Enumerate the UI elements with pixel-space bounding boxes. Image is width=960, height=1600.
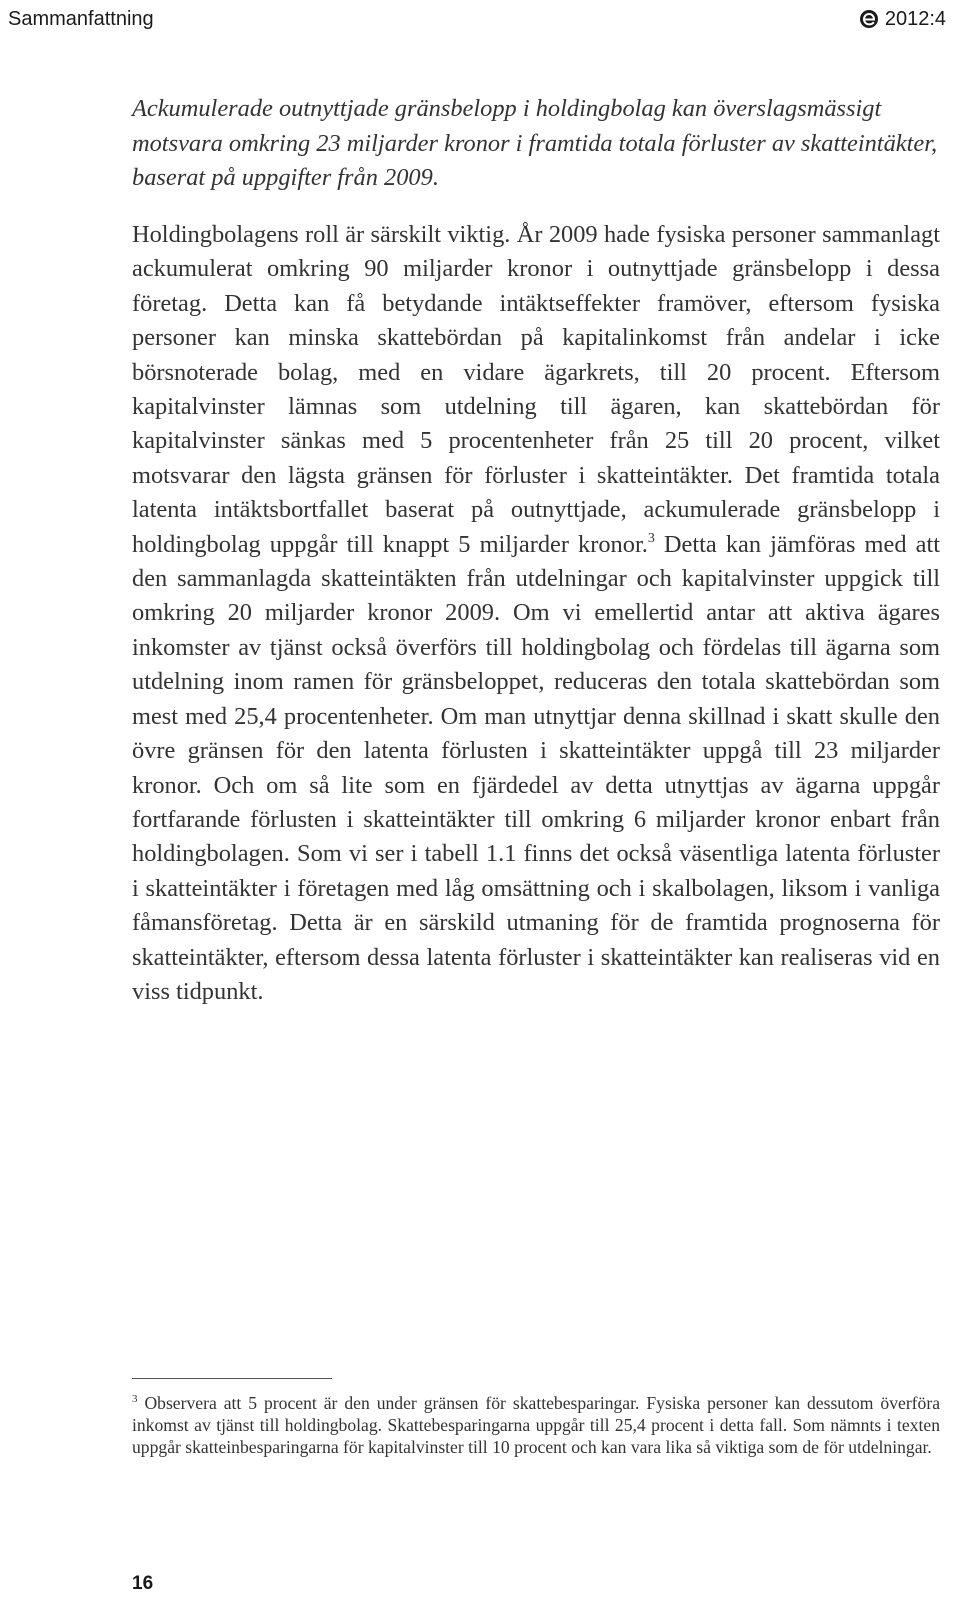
- body-text-part-1: Holdingbolagens roll är särskilt viktig. År 2009 hade fysiska personer sammanlagt ackumulerat omkring 90 miljarder kronor i outnyttjade gränsbelopp i dessa företag. Detta kan få betydande intäktseffekter framöver, eftersom fysiska personer kan minska skattebördan på kapitalinkomst från andelar i icke börsnoterade bolag, med en vidare ägarkrets, till 20 procent. Eftersom kapitalvinster lämnas som utdelning till ägaren, kan skattebördan för kapitalvinster sänkas med 5 procentenheter från 25 till 20 procent, vilket motsvarar den lägsta gränsen för förluster i skatteintäkter. Det framtida totala latenta intäktsbortfallet baserat på outnyttjade, ackumulerade gränsbelopp i holdingbolag uppgår till knappt 5 miljarder kronor.: [132, 221, 940, 558]
- footnote-text: Observera att 5 procent är den under gränsen för skattebesparingar. Fysiska personer kan dessutom överföra inkomst av tjänst till holdingbolag. Skattebesparingarna uppgår till 25,4 procent i detta fall. Som nämnts i texten uppgår skatteinbesparingarna för kapitalvinster till 10 procent och kan vara lika så viktiga som de för utdelningar.: [132, 1393, 940, 1457]
- report-number: 2012:4: [884, 8, 946, 30]
- lead-paragraph: Ackumulerade outnyttjade gränsbelopp i holdingbolag kan överslagsmässigt motsvara omkring 23 miljarder kronor i framtida totala förluster av skatteintäkter, baserat på uppgifter från 2009.: [132, 95, 938, 191]
- footnote: [132, 1392, 940, 1458]
- e-logo-icon: [859, 9, 879, 29]
- report-label: [859, 6, 946, 32]
- body-text-part-2: Detta kan jämföras med att den sammanlagda skatteintäkten från utdelningar och kapitalvinster uppgick till omkring 20 miljarder kronor 2009. Om vi emellertid antar att aktiva ägares inkomster av tjänst också överförs till holdingbolag och fördelas till ägarna som utdelning inom ramen för gränsbeloppet, reduceras den totala skattebördan som mest med 25,4 procentenheter. Om man utnyttjar denna skillnad i skatt skulle den övre gränsen för den latenta förlusten i skatteintäkter uppgå till 23 miljarder kronor. Och om så lite som en fjärdedel av detta utnyttjas av ägarna uppgår fortfarande förlusten i skatteintäkter till omkring 6 miljarder kronor enbart från holdingbolagen. Som vi ser i tabell 1.1 finns det också väsentliga latenta förluster i skatteintäkter i företagen med låg omsättning och i skalbolagen, liksom i vanliga fåmansföretag. Detta är en särskild utmaning för de framtida prognoserna för skatteintäkter, eftersom dessa latenta förluster i skatteintäkter kan realiseras vid en viss tidpunkt.: [132, 530, 940, 1005]
- body-paragraph: [132, 218, 940, 1009]
- section-title: Sammanfattning: [8, 8, 154, 30]
- footnote-number: 3: [132, 1393, 138, 1405]
- footnote-divider: [132, 1378, 332, 1379]
- footnote-reference: 3: [647, 530, 655, 546]
- page-number: 16: [132, 1573, 154, 1594]
